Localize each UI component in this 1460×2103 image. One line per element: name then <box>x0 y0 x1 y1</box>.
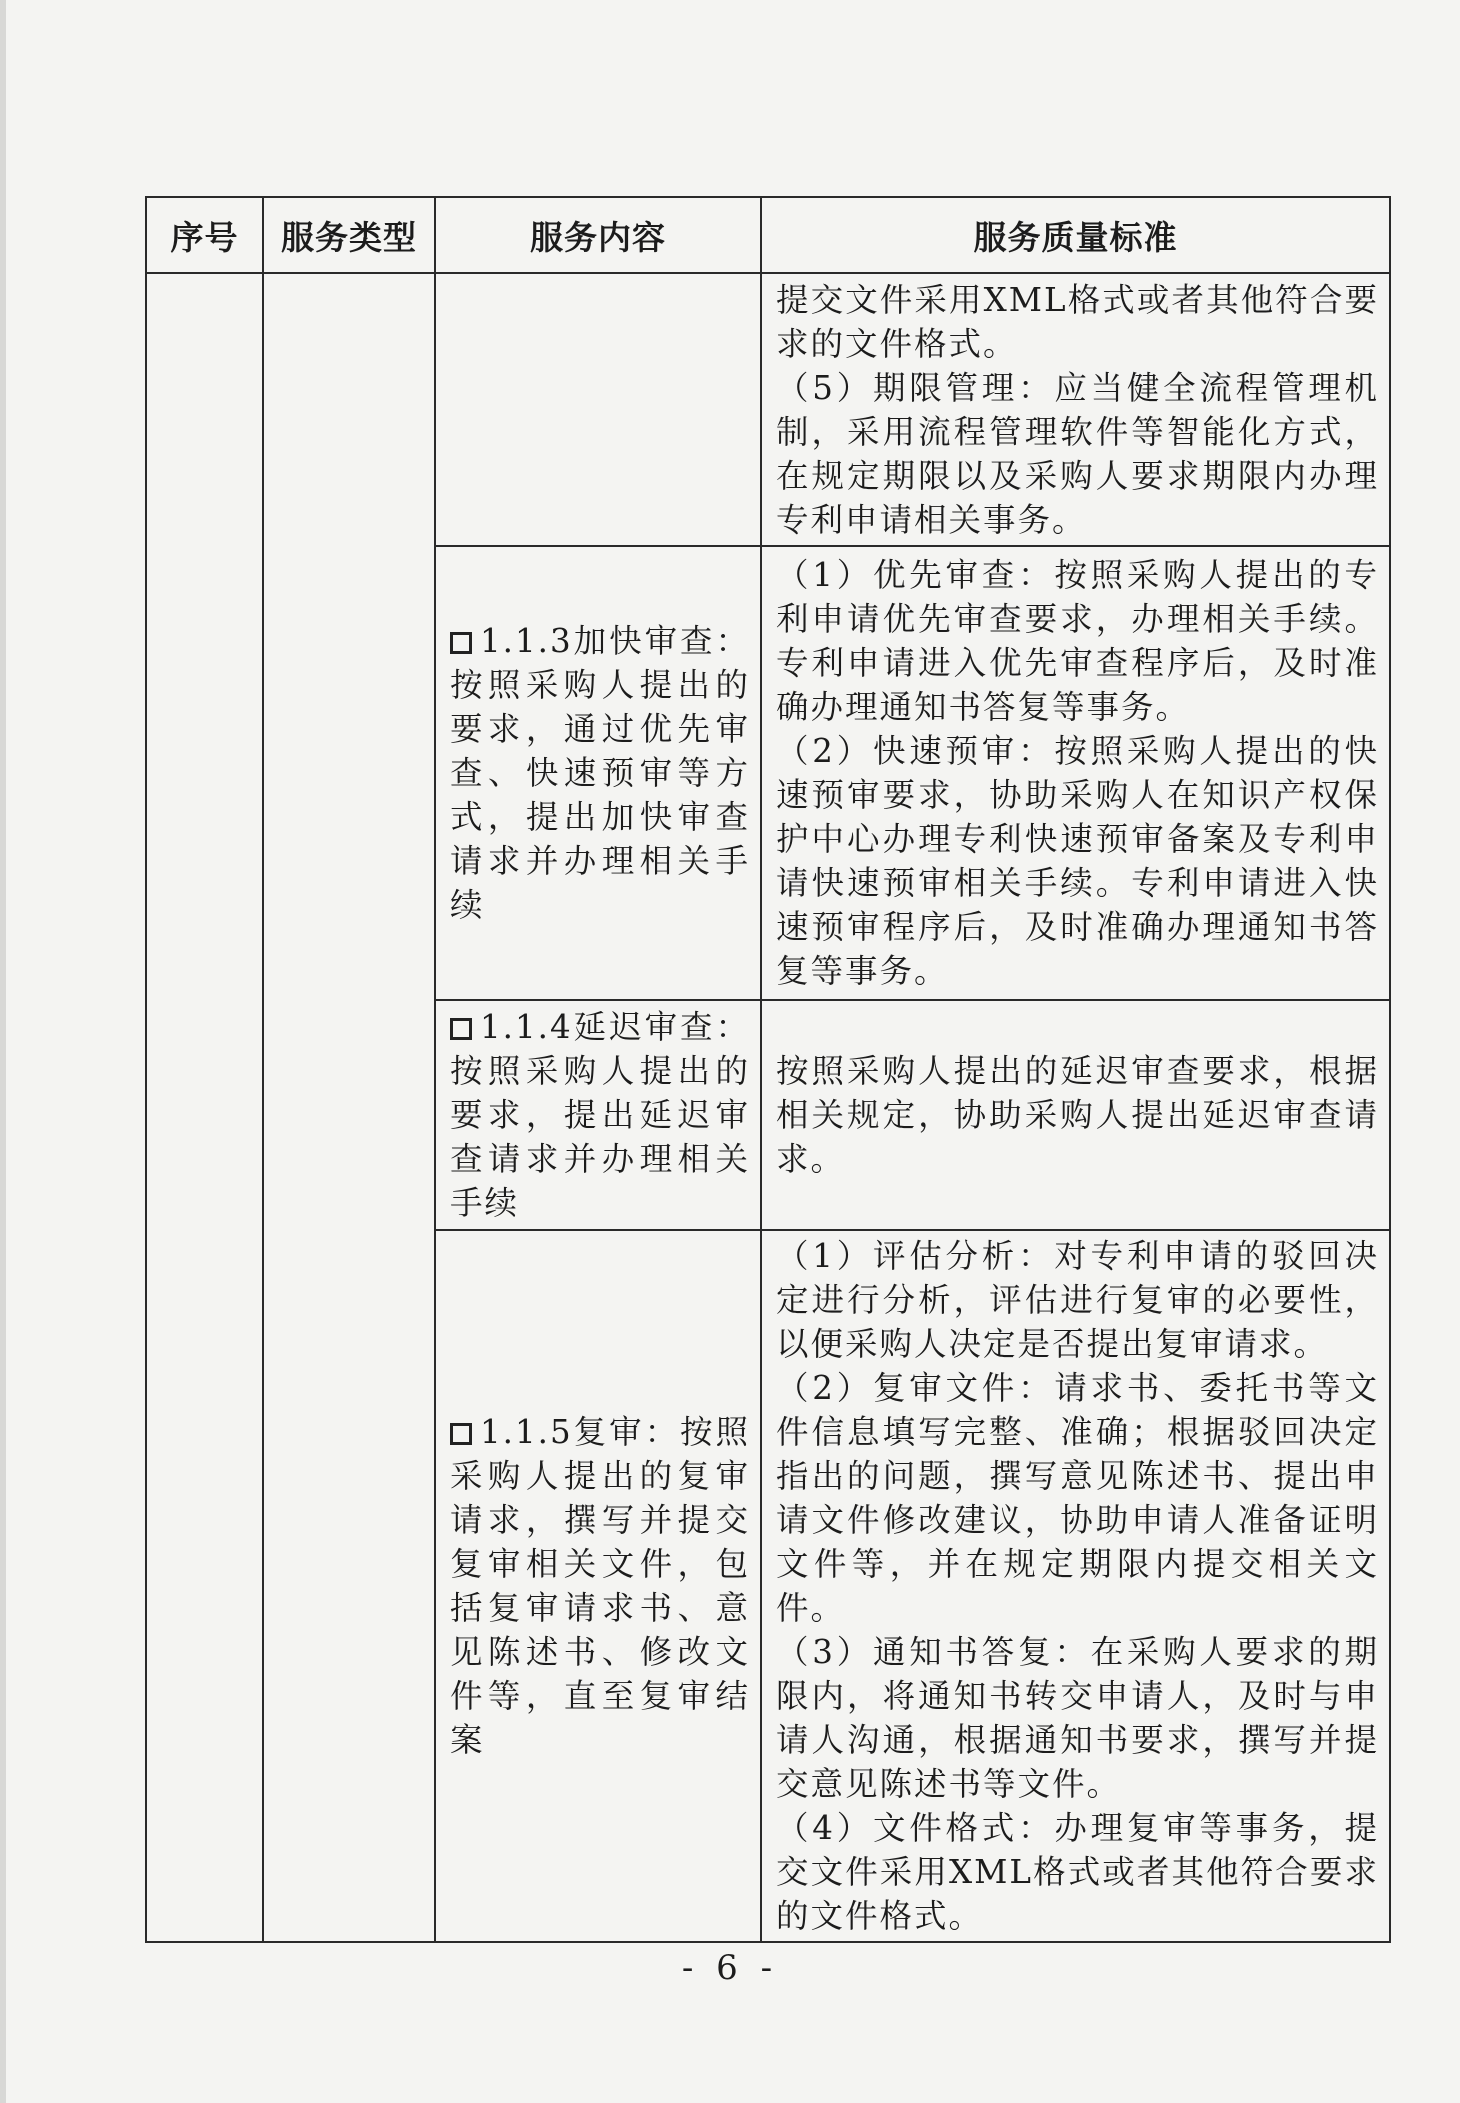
header-service-content: 服务内容 <box>435 197 761 273</box>
service-content-text: 1.1.5复审：按照采购人提出的复审请求，撰写并提交复审相关文件，包括复审请求书、意见陈述书、修改文件等，直至复审结案 <box>450 1413 750 1759</box>
checkbox-icon[interactable] <box>450 632 472 654</box>
header-quality-standard: 服务质量标准 <box>761 197 1390 273</box>
quality-paragraph: （5）期限管理：应当健全流程管理机制，采用流程管理软件等智能化方式，在规定期限以及采购人要求期限内办理专利申请相关事务。 <box>776 368 1379 539</box>
checkbox-icon[interactable] <box>450 1423 472 1445</box>
quality-standard-cell <box>761 546 1390 1000</box>
quality-paragraph: （2）快速预审：按照采购人提出的快速预审要求，协助采购人在知识产权保护中心办理专利快速预审备案及专利申请快速预审相关手续。专利申请进入快速预审程序后，及时准确办理通知书答复等事务。 <box>776 732 1379 990</box>
service-content-text: 1.1.4延迟审查：按照采购人提出的要求，提出延迟审查请求并办理相关手续 <box>450 1008 750 1222</box>
quality-standard-cell <box>761 1230 1390 1942</box>
service-content-cell <box>435 1000 761 1230</box>
header-no: 序号 <box>146 197 263 273</box>
quality-paragraph: 按照采购人提出的延迟审查要求，根据相关规定，协助采购人提出延迟审查请求。 <box>776 1052 1379 1178</box>
quality-paragraph: （1）评估分析：对专利申请的驳回决定进行分析，评估进行复审的必要性，以便采购人决定是否提出复审请求。 <box>776 1237 1379 1363</box>
quality-paragraph: （2）复审文件：请求书、委托书等文件信息填写完整、准确；根据驳回决定指出的问题，撰写意见陈述书、提出申请文件修改建议，协助申请人准备证明文件等，并在规定期限内提交相关文件。 <box>776 1369 1379 1627</box>
quality-paragraph: （1）优先审查：按照采购人提出的专利申请优先审查要求，办理相关手续。专利申请进入优先审查程序后，及时准确办理通知书答复等事务。 <box>776 556 1379 726</box>
no-cell <box>146 273 263 1942</box>
quality-standard-cell <box>761 1000 1390 1230</box>
quality-standard-cell <box>761 273 1390 546</box>
service-content-cell <box>435 1230 761 1942</box>
quality-paragraph: （3）通知书答复：在采购人要求的期限内，将通知书转交申请人，及时与申请人沟通，根据通知书要求，撰写并提交意见陈述书等文件。 <box>776 1633 1379 1803</box>
table-header-row <box>146 197 1390 273</box>
quality-paragraph: （4）文件格式：办理复审等事务，提交文件采用XML格式或者其他符合要求的文件格式。 <box>776 1809 1379 1935</box>
table-row <box>146 273 1390 546</box>
quality-paragraph: 提交文件采用XML格式或者其他符合要求的文件格式。 <box>776 280 1379 363</box>
page-number: - 6 - <box>681 1948 779 1988</box>
service-type-cell <box>263 273 435 1942</box>
service-quality-table <box>145 196 1391 1943</box>
checkbox-icon[interactable] <box>450 1018 472 1040</box>
page-edge <box>0 0 6 2103</box>
service-content-cell <box>435 273 761 546</box>
header-service-type: 服务类型 <box>263 197 435 273</box>
service-content-cell <box>435 546 761 1000</box>
service-content-text: 1.1.3加快审查：按照采购人提出的要求，通过优先审查、快速预审等方式，提出加快审查请求并办理相关手续 <box>450 622 750 924</box>
